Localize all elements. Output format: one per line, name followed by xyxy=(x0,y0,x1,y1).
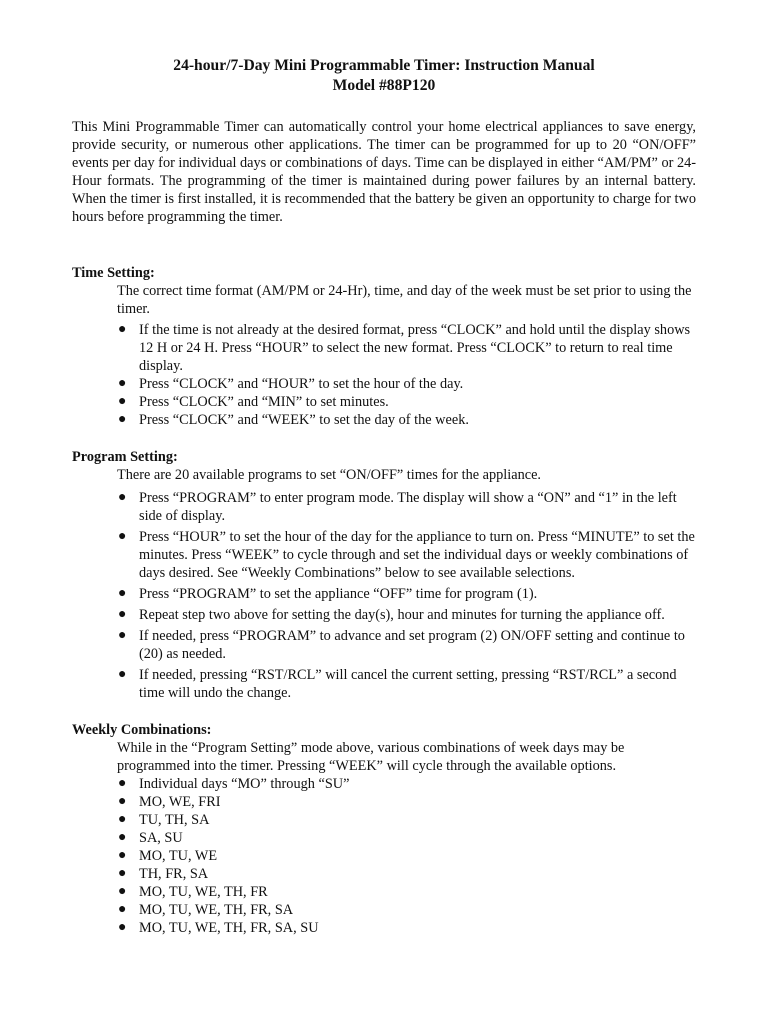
list-item: ● Individual days “MO” through “SU” xyxy=(118,776,350,792)
intro-paragraph: This Mini Programmable Timer can automatically control your home electrical appliances to save energy, provide security, or numerous other applications. The timer can be programmed for up to 20 “ON/OFF” events per day for individual days or combinations of days. Time can be displayed in either “AM/PM” or 24-Hour formats. The programming of the timer is maintained during power failures by an internal battery. When the timer is first installed, it is recommended that the battery be given an opportunity to charge for two hours before programming the timer. xyxy=(72,119,696,225)
bullet-icon: ● xyxy=(118,376,127,391)
bullet-icon: ● xyxy=(118,776,127,791)
bullet-icon: ● xyxy=(118,794,127,809)
weekly-combinations-list xyxy=(117,775,696,937)
bullet-icon: ● xyxy=(118,884,127,899)
bullet-icon: ● xyxy=(118,848,127,863)
list-item: ● MO, TU, WE xyxy=(118,848,218,864)
time-setting-list xyxy=(117,321,696,429)
program-setting-lead: There are 20 available programs to set “ON/OFF” times for the appliance. xyxy=(117,467,541,483)
title-line-2: Model #88P120 xyxy=(332,77,436,94)
bullet-icon: ● xyxy=(118,607,127,622)
list-item: ● TH, FR, SA xyxy=(118,866,209,882)
bullet-icon: ● xyxy=(118,920,127,935)
program-setting-heading: Program Setting: xyxy=(72,449,178,465)
list-item: ● MO, WE, FRI xyxy=(118,794,221,810)
title-line-1: 24-hour/7-Day Mini Programmable Timer: Instruction Manual xyxy=(173,57,595,74)
bullet-icon: ● xyxy=(118,628,127,643)
bullet-icon: ● xyxy=(118,412,127,427)
list-item: ● If needed, pressing “RST/RCL” will cancel the current setting, pressing “RST/RCL” a second time will undo the change. xyxy=(118,667,677,701)
list-item: ● TU, TH, SA xyxy=(118,812,210,828)
bullet-icon: ● xyxy=(118,394,127,409)
bullet-icon: ● xyxy=(118,667,127,682)
time-setting-lead: The correct time format (AM/PM or 24-Hr), time, and day of the week must be set prior to using the timer. xyxy=(117,283,692,317)
manual-page xyxy=(72,56,696,937)
bullet-icon: ● xyxy=(118,902,127,917)
bullet-icon: ● xyxy=(118,322,127,337)
document-title xyxy=(72,56,696,96)
list-item: ● Press “CLOCK” and “WEEK” to set the day of the week. xyxy=(118,412,469,428)
list-item: ● Press “PROGRAM” to set the appliance “OFF” time for program (1). xyxy=(118,586,538,602)
program-setting-section xyxy=(72,448,696,702)
program-setting-list xyxy=(117,489,696,702)
bullet-icon: ● xyxy=(118,586,127,601)
bullet-icon: ● xyxy=(118,866,127,881)
list-item: ● MO, TU, WE, TH, FR, SA, SU xyxy=(118,920,319,936)
list-item: ● If the time is not already at the desired format, press “CLOCK” and hold until the display shows 12 H or 24 H. Press “HOUR” to select the new format. Press “CLOCK” to return to real time display. xyxy=(118,322,691,374)
bullet-icon: ● xyxy=(118,812,127,827)
time-setting-heading: Time Setting: xyxy=(72,265,155,281)
list-item: ● Press “HOUR” to set the hour of the day for the appliance to turn on. Press “MINUTE” to set the minutes. Press “WEEK” to cycle through and set the individual days or weekly combinations of days desired. See “Weekly Combinations” below to see available selections. xyxy=(118,529,695,581)
list-item: ● MO, TU, WE, TH, FR xyxy=(118,884,268,900)
bullet-icon: ● xyxy=(118,830,127,845)
list-item: ● If needed, press “PROGRAM” to advance and set program (2) ON/OFF setting and continue to (20) as needed. xyxy=(118,628,685,662)
list-item: ● Press “CLOCK” and “HOUR” to set the hour of the day. xyxy=(118,376,464,392)
weekly-combinations-lead: While in the “Program Setting” mode above, various combinations of week days may be programmed into the timer. Pressing “WEEK” will cycle through the available options. xyxy=(117,740,625,774)
list-item: ● Repeat step two above for setting the day(s), hour and minutes for turning the appliance off. xyxy=(118,607,665,623)
list-item: ● Press “PROGRAM” to enter program mode. The display will show a “ON” and “1” in the left side of display. xyxy=(118,490,677,524)
list-item: ● SA, SU xyxy=(118,830,183,846)
list-item: ● Press “CLOCK” and “MIN” to set minutes. xyxy=(118,394,389,410)
bullet-icon: ● xyxy=(118,490,127,505)
list-item: ● MO, TU, WE, TH, FR, SA xyxy=(118,902,294,918)
bullet-icon: ● xyxy=(118,529,127,544)
weekly-combinations-heading: Weekly Combinations: xyxy=(72,722,212,738)
time-setting-section xyxy=(72,264,696,429)
weekly-combinations-section xyxy=(72,721,696,937)
